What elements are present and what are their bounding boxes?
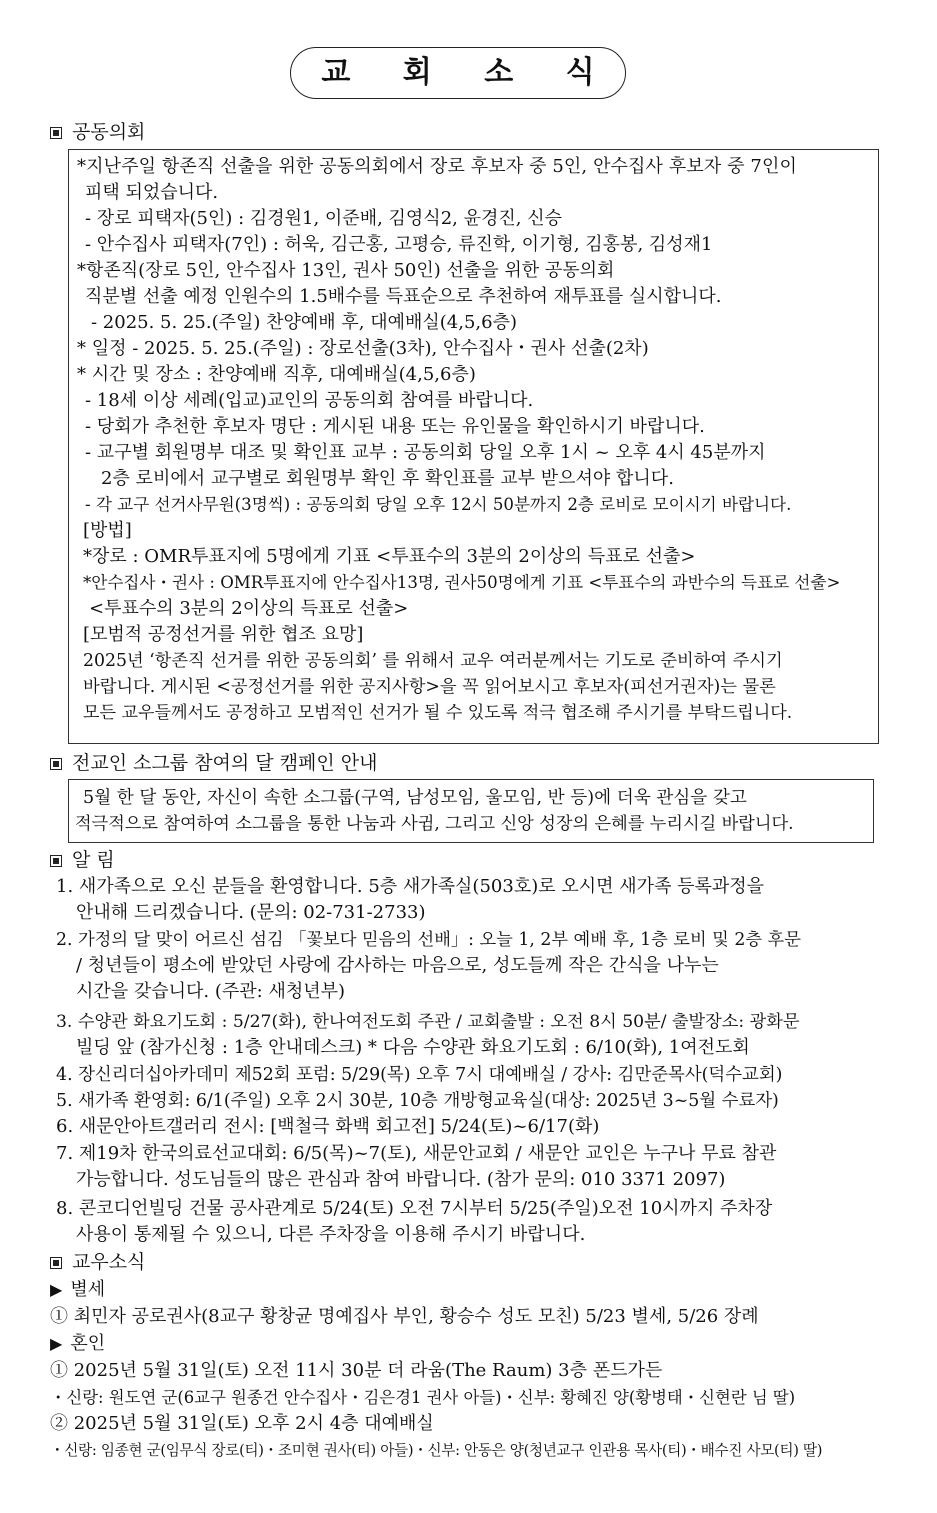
section-heading-member-news <box>50 1249 145 1275</box>
wedding-line: ・신랑: 원도연 군(6교구 원종건 안수집사・김은경1 권사 아들)・신부: 황혜진 양(황병태・신현란 님 딸) <box>50 1388 796 1407</box>
section-heading-announcements <box>50 847 115 873</box>
triangle-bullet-icon: ▶ <box>50 1334 63 1353</box>
announcement-line: 시간을 갖습니다. (주관: 새청년부) <box>76 981 346 1002</box>
small-group-campaign-box <box>68 779 874 843</box>
text-line: 2층 로비에서 교구별로 회원명부 확인 후 확인표를 교부 받으셔야 합니다. <box>101 468 674 489</box>
announcement-line: 가능합니다. 성도님들의 많은 관심과 참여 바랍니다. (참가 문의: 010 3371 2097) <box>76 1169 726 1190</box>
text-line: 2025년 ‘항존직 선거를 위한 공동의회’ 를 위해서 교우 여러분께서는 기도로 준비하여 주시기 <box>83 651 783 671</box>
square-bullet-icon <box>50 1257 62 1269</box>
text-line: 5월 한 달 동안, 자신이 속한 소그룹(구역, 남성모임, 울모임, 반 등)에 더욱 관심을 갖고 <box>83 788 747 808</box>
announcement-line: 사용이 통제될 수 있으니, 다른 주차장을 이용해 주시기 바랍니다. <box>76 1224 586 1245</box>
section-heading-text: 공동의회 <box>72 121 146 143</box>
text-line: 바랍니다. 게시된 <공정선거를 위한 공지사항>을 꼭 읽어보시고 후보자(피선거권자)는 물론 <box>83 677 776 697</box>
announcement-line: 1. 새가족으로 오신 분들을 환영합니다. 5층 새가족실(503호)로 오시면 새가족 등록과정을 <box>56 876 765 897</box>
text-line: - 교구별 회원명부 대조 및 확인표 교부 : 공동의회 당일 오후 1시 ~ 오후 4시 45분까지 <box>85 442 766 463</box>
announcement-line: 안내해 드리겠습니다. (문의: 02-731-2733) <box>76 902 426 923</box>
text-line: - 안수집사 피택자(7인) : 허욱, 김근홍, 고평승, 류진학, 이기형, 김홍봉, 김성재1 <box>85 234 713 255</box>
text-line: *안수집사・권사 : OMR투표지에 안수집사13명, 권사50명에게 기표 <투표수의 과반수의 득표로 선출> <box>83 573 841 592</box>
section-heading-text: 알 림 <box>72 849 115 871</box>
text-line: 적극적으로 참여하여 소그룹을 통한 나눔과 사귐, 그리고 신앙 성장의 은혜를 누리시길 바랍니다. <box>75 814 794 834</box>
text-line: *지난주일 항존직 선출을 위한 공동의회에서 장로 후보자 중 5인, 안수집사 후보자 중 7인이 <box>77 156 797 177</box>
square-bullet-icon <box>50 855 62 867</box>
announcement-line: 6. 새문안아트갤러리 전시: [백철극 화백 회고전] 5/24(토)~6/17(화) <box>56 1116 600 1137</box>
square-bullet-icon <box>50 127 62 139</box>
announcement-line: 7. 제19차 한국의료선교대회: 6/5(목)~7(토), 새문안교회 / 새문안 교인은 누구나 무료 참관 <box>56 1143 777 1164</box>
text-line: - 2025. 5. 25.(주일) 찬양예배 후, 대예배실(4,5,6층) <box>91 312 518 333</box>
text-line: *항존직(장로 5인, 안수집사 13인, 권사 50인) 선출을 위한 공동의회 <box>77 260 615 281</box>
obituary-line: ① 최민자 공로권사(8교구 황창균 명예집사 부인, 황승수 성도 모친) 5/23 별세, 5/26 장례 <box>50 1306 759 1327</box>
wedding-line: ② 2025년 5월 31일(토) 오후 2시 4층 대예배실 <box>50 1413 434 1434</box>
announcement-line: 8. 콘코디언빌딩 건물 공사관계로 5/24(토) 오전 7시부터 5/25(주일)오전 10시까지 주차장 <box>56 1198 773 1219</box>
general-assembly-box <box>68 149 879 744</box>
text-line: 직분별 선출 예정 인원수의 1.5배수를 득표순으로 추천하여 재투표를 실시합니다. <box>85 286 722 307</box>
announcement-line: 5. 새가족 환영회: 6/1(주일) 오후 2시 30분, 10층 개방형교육실(대상: 2025년 3~5월 수료자) <box>56 1091 779 1111</box>
text-line: 모든 교우들께서도 공정하고 모범적인 선거가 될 수 있도록 적극 협조해 주시기를 부탁드립니다. <box>83 703 793 723</box>
page-title: 교 회 소 식 <box>290 47 626 99</box>
text-line: [모범적 공정선거를 위한 협조 요망] <box>83 624 364 645</box>
announcement-line: 2. 가정의 달 맞이 어르신 섬김 「꽃보다 믿음의 선배」: 오늘 1, 2부 예배 후, 1층 로비 및 2층 후문 <box>56 930 801 950</box>
text-line: - 각 교구 선거사무원(3명씩) : 공동의회 당일 오후 12시 50분까지 2층 로비로 모이시기 바랍니다. <box>85 495 792 514</box>
text-line: <투표수의 3분의 2이상의 득표로 선출> <box>89 598 409 619</box>
announcement-line: 4. 장신리더십아카데미 제52회 포럼: 5/29(목) 오후 7시 대예배실 / 강사: 김만준목사(덕수교회) <box>56 1065 783 1085</box>
section-heading-general-assembly <box>50 119 145 145</box>
text-line: 피택 되었습니다. <box>85 182 219 203</box>
square-bullet-icon <box>50 758 62 770</box>
text-line: [방법] <box>83 520 132 541</box>
announcement-line: 3. 수양관 화요기도회 : 5/27(화), 한나여전도회 주관 / 교회출발 : 오전 8시 50분/ 출발장소: 광화문 <box>56 1012 800 1032</box>
announcement-line: / 청년들이 평소에 받았던 사랑에 감사하는 마음으로, 성도들께 작은 간식을 나누는 <box>76 955 719 976</box>
section-heading-small-group-campaign <box>50 750 378 776</box>
text-line: - 18세 이상 세례(입교)교인의 공동의회 참여를 바랍니다. <box>85 390 534 411</box>
subheading-wedding: ▶ 혼인 <box>50 1331 105 1357</box>
wedding-line: ① 2025년 5월 31일(토) 오전 11시 30분 더 라움(The Raum) 3층 폰드가든 <box>50 1360 663 1381</box>
text-line: * 일정 - 2025. 5. 25.(주일) : 장로선출(3차), 안수집사・권사 선출(2차) <box>77 338 649 359</box>
subheading-obituary: ▶ 별세 <box>50 1277 105 1303</box>
section-heading-text: 전교인 소그룹 참여의 달 캠페인 안내 <box>72 752 378 774</box>
text-line: * 시간 및 장소 : 찬양예배 직후, 대예배실(4,5,6층) <box>77 364 476 385</box>
text-line: - 장로 피택자(5인) : 김경원1, 이준배, 김영식2, 윤경진, 신승 <box>85 208 562 229</box>
section-heading-text: 교우소식 <box>72 1251 146 1273</box>
text-line: - 당회가 추천한 후보자 명단 : 게시된 내용 또는 유인물을 확인하시기 바랍니다. <box>85 416 705 437</box>
text-line: *장로 : OMR투표지에 5명에게 기표 <투표수의 3분의 2이상의 득표로 선출> <box>83 546 696 567</box>
announcement-line: 빌딩 앞 (참가신청 : 1층 안내데스크) * 다음 수양관 화요기도회 : 6/10(화), 1여전도회 <box>76 1037 750 1058</box>
wedding-line: ・신랑: 임종현 군(임무식 장로(티)・조미현 권사(티) 아들)・신부: 안동은 양(청년교구 인관용 목사(티)・배수진 사모(티) 딸) <box>50 1442 823 1459</box>
triangle-bullet-icon: ▶ <box>50 1280 63 1299</box>
